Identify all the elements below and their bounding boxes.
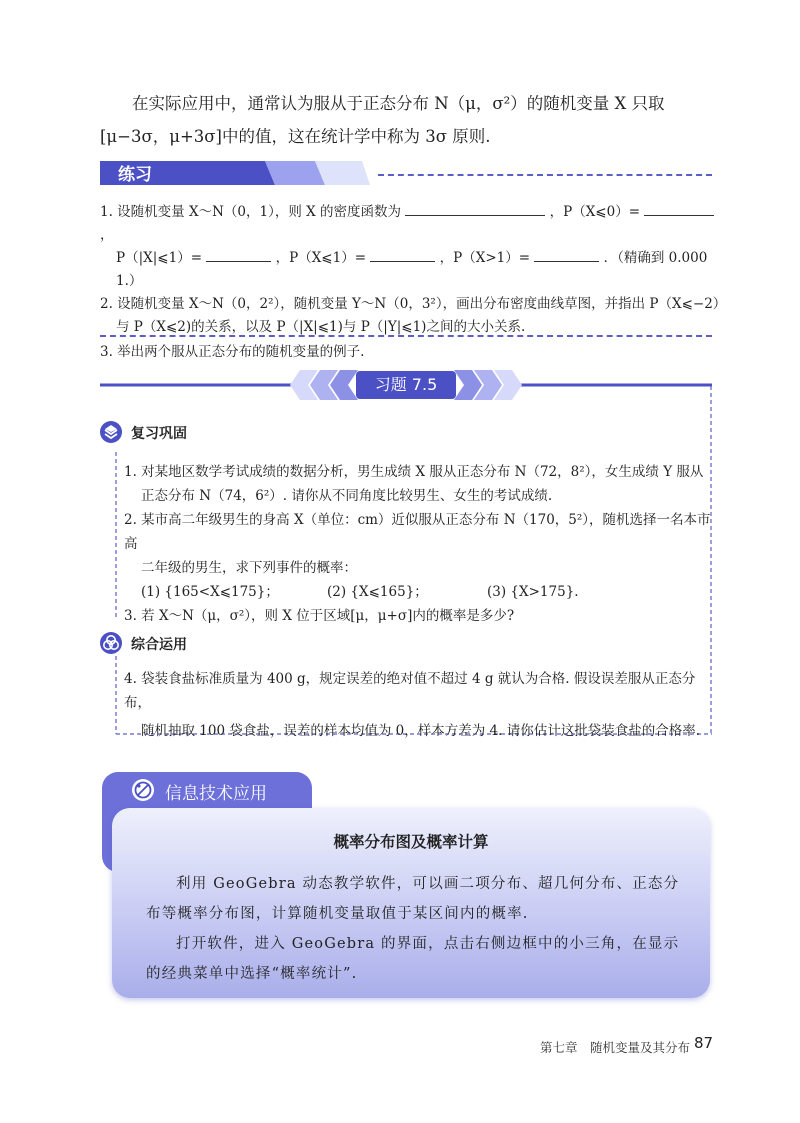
intro-paragraph — [100, 87, 715, 153]
review-p2-option-1: (1) {165<X⩽175}； — [141, 584, 279, 600]
info-paragraph-2: 打开软件，进入 GeoGebra 的界面，点击右侧边框中的小三角，在显示的经典菜单中选择“概率统计”. — [146, 936, 680, 982]
info-paragraph-1: 利用 GeoGebra 动态教学软件，可以画二项分布、超几何分布、正态分布等概率分布图，计算随机变量取值于某区间内的概率. — [146, 876, 680, 922]
apply-heading: 综合运用 — [131, 637, 187, 653]
review-problems — [124, 460, 714, 628]
answer-blank-3[interactable] — [206, 247, 271, 262]
practice-label: 练习 — [118, 165, 152, 185]
practice-q3: 3. 举出两个服从正态分布的随机变量的例子. — [100, 344, 365, 360]
intro-line-2: [μ−3σ，μ+3σ]中的值，这在统计学中称为 3σ 原则. — [100, 127, 491, 146]
review-p2-option-2: (2) {X⩽165}； — [327, 584, 428, 600]
review-p3: 3. 若 X～N（μ，σ²），则 X 位于区域[μ，μ+σ]内的概率是多少? — [124, 608, 515, 624]
practice-q2-line2: 与 P（X⩽2)的关系，以及 P（|X|⩽1)与 P（|Y|⩽1)之间的大小关系. — [116, 319, 526, 335]
review-heading: 复习巩固 — [131, 426, 187, 442]
review-p2-options — [124, 580, 714, 604]
info-tab-label: 信息技术应用 — [165, 784, 267, 804]
review-p1-line1: 1. 对某地区数学考试成绩的数据分析，男生成绩 X 服从正态分布 N（72，8²），女生成绩 Y 服从 — [124, 464, 704, 480]
apply-p4-line1: 4. 袋装食盐标准质量为 400 g，规定误差的绝对值不超过 4 g 就认为合格. 假设误差服从正态分布， — [124, 671, 696, 711]
practice-questions — [100, 201, 727, 364]
intro-line-1: 在实际应用中，通常认为服从于正态分布 N（μ，σ²）的随机变量 X 只取 — [132, 94, 665, 113]
review-p2-line2: 二年级的男生，求下列事件的概率： — [141, 560, 357, 576]
practice-q2-line1: 2. 设随机变量 X～N（0，2²），随机变量 Y～N（0，3²），画出分布密度曲线草图，并指出 P（X⩽−2） — [100, 296, 727, 312]
answer-blank-5[interactable] — [534, 247, 599, 262]
practice-q1-line1: 1. 设随机变量 X～N（0，1），则 X 的密度函数为 ，P（X⩽0）= ， — [100, 201, 720, 247]
info-tech-icon — [130, 777, 156, 803]
layers-icon — [99, 420, 123, 444]
triquetra-icon — [99, 631, 123, 655]
review-p2-option-3: (3) {X>175}. — [487, 584, 579, 600]
practice-top-divider — [378, 174, 712, 176]
apply-problems — [124, 667, 716, 743]
chapter-footer: 第七章 随机变量及其分布 — [540, 1040, 691, 1055]
answer-blank-2[interactable] — [644, 201, 714, 216]
answer-blank-1[interactable] — [405, 201, 545, 216]
exercise-title: 习题 7.5 — [374, 375, 438, 394]
info-body — [146, 869, 691, 989]
review-p2-line1: 2. 某市高二年级男生的身高 X（单位：cm）近似服从正态分布 N（170，5²），随机选择一名本市高 — [124, 512, 711, 552]
answer-blank-4[interactable] — [370, 247, 435, 262]
apply-p4-line2: 随机抽取 100 袋食盐，误差的样本均值为 0，样本方差为 4. 请你估计这批袋装食盐的合格率. — [141, 723, 700, 739]
practice-bottom-divider — [100, 335, 712, 337]
info-title: 概率分布图及概率计算 — [333, 833, 489, 851]
page-number: 87 — [694, 1034, 714, 1052]
review-p1-line2: 正态分布 N（74，6²）. 请你从不同角度比较男生、女生的考试成绩. — [141, 488, 553, 504]
practice-q1-line2: P（|X|⩽1）= ，P（X⩽1）= ，P（X>1）= ．（精确到 0.000 1.） — [100, 247, 720, 293]
